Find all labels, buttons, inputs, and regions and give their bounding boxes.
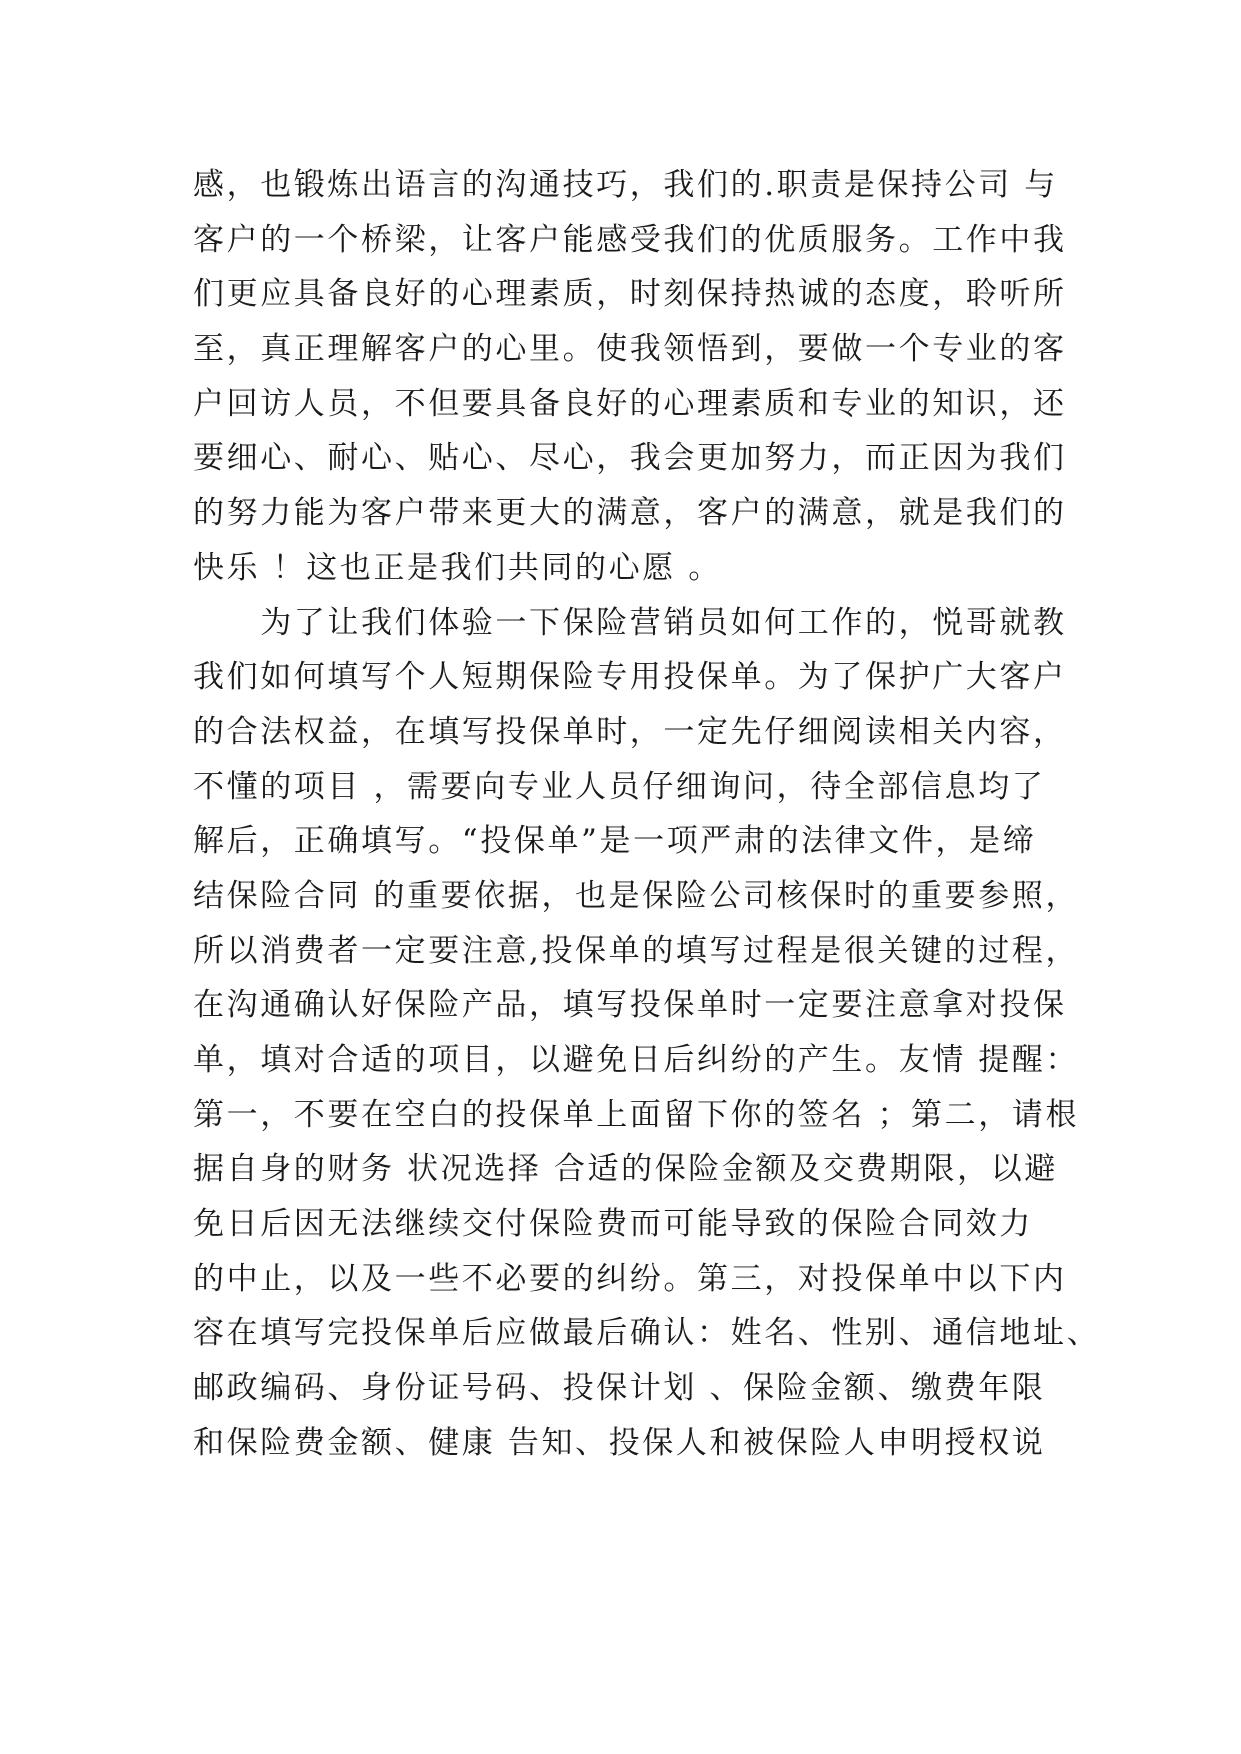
text-line-14: 结保险合同 的重要依据，也是保险公司核保时的重要参照， <box>193 877 1080 914</box>
text-line-16: 在沟通确认好保险产品，填写投保单时一定要注意拿对投保 <box>193 987 1067 1024</box>
text-line-22: 容在填写完投保单后应做最后确认：姓名、性别、通信地址、 <box>193 1315 1101 1352</box>
text-line-7: 的努力能为客户带来更大的满意，客户的满意，就是我们的 <box>193 495 1067 532</box>
text-line-8: 快乐 ！这也正是我们共同的心愿 。 <box>193 549 722 586</box>
text-line-2: 客户的一个桥梁，让客户能感受我们的优质服务。工作中我 <box>193 221 1067 258</box>
text-line-20: 免日后因无法继续交付保险费而可能导致的保险合同效力 <box>193 1206 1033 1243</box>
text-line-3: 们更应具备良好的心理素质，时刻保持热诚的态度，聆听所 <box>193 276 1067 313</box>
text-line-4: 至，真正理解客户的心里。使我领悟到，要做一个专业的客 <box>193 331 1067 368</box>
text-line-12: 不懂的项目 ，需要向专业人员仔细询问，待全部信息均了 <box>193 768 1046 805</box>
text-line-11: 的合法权益，在填写投保单时，一定先仔细阅读相关内容， <box>193 713 1067 750</box>
text-line-6: 要细心、耐心、贴心、尽心，我会更加努力，而正因为我们 <box>193 440 1067 477</box>
text-line-1: 感，也锻炼出语言的沟通技巧，我们的.职责是保持公司 与 <box>193 167 1058 203</box>
text-line-5: 户回访人员，不但要具备良好的心理素质和专业的知识，还 <box>193 385 1067 422</box>
text-line-13: 解后，正确填写。“投保单”是一项严肃的法律文件，是缔 <box>193 823 1037 860</box>
body-text <box>193 158 1101 1471</box>
text-line-21: 的中止，以及一些不必要的纠纷。第三，对投保单中以下内 <box>193 1260 1067 1297</box>
text-line-23: 邮政编码、身份证号码、投保计划 、保险金额、缴费年限 <box>193 1370 1046 1407</box>
text-line-18: 第一，不要在空白的投保单上面留下你的签名 ；第二，请根 <box>193 1096 1080 1133</box>
text-line-15: 所以消费者一定要注意,投保单的填写过程是很关键的过程， <box>193 932 1080 969</box>
text-line-9: 为了让我们体验一下保险营销员如何工作的，悦哥就教 <box>193 604 1067 641</box>
text-line-24: 和保险费金额、健康 告知、投保人和被保险人申明授权说 <box>193 1424 1046 1461</box>
text-line-19: 据自身的财务 状况选择 合适的保险金额及交费期限，以避 <box>193 1151 1058 1188</box>
text-line-10: 我们如何填写个人短期保险专用投保单。为了保护广大客户 <box>193 659 1067 696</box>
text-line-17: 单，填对合适的项目，以避免日后纠纷的产生。友情 提醒： <box>193 1042 1080 1078</box>
